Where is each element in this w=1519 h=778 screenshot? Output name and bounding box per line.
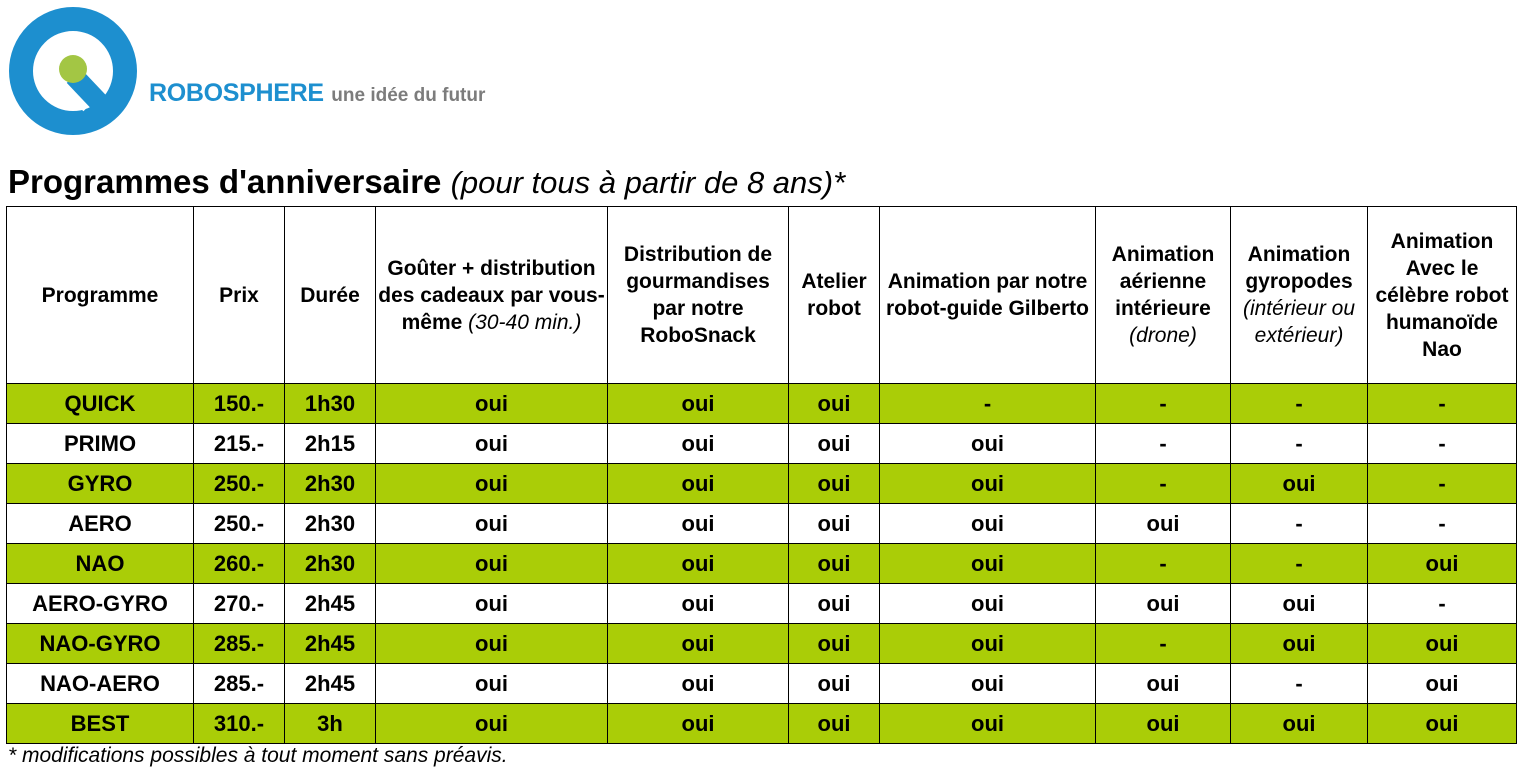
cell-gilberto: oui	[880, 664, 1096, 704]
cell-gouter: oui	[376, 624, 608, 664]
table-row	[7, 464, 1517, 504]
cell-gilberto: oui	[880, 584, 1096, 624]
cell-prix: 150.-	[194, 384, 285, 424]
cell-nao: oui	[1368, 624, 1517, 664]
cell-gilberto: -	[880, 384, 1096, 424]
cell-duree: 3h	[285, 704, 376, 744]
cell-atelier: oui	[789, 424, 880, 464]
cell-atelier: oui	[789, 664, 880, 704]
cell-gilberto: oui	[880, 504, 1096, 544]
cell-gilberto: oui	[880, 704, 1096, 744]
cell-nao: oui	[1368, 664, 1517, 704]
cell-gyropodes: oui	[1231, 584, 1368, 624]
cell-gouter: oui	[376, 664, 608, 704]
cell-gilberto: oui	[880, 624, 1096, 664]
cell-prix: 310.-	[194, 704, 285, 744]
header-distribution: Distribution de gourmandises par notre RoboSnack	[608, 207, 789, 384]
header-programme: Programme	[7, 207, 194, 384]
table-row	[7, 384, 1517, 424]
cell-gyropodes: -	[1231, 384, 1368, 424]
robosphere-logo-icon	[6, 6, 141, 136]
header-nao: Animation Avec le célèbre robot humanoïde Nao	[1368, 207, 1517, 384]
brand-name: ROBOSPHERE	[149, 79, 324, 107]
cell-programme: NAO-GYRO	[7, 624, 194, 664]
cell-nao: -	[1368, 584, 1517, 624]
cell-gyropodes: oui	[1231, 704, 1368, 744]
header-gyropodes: Animation gyropodes (intérieur ou extérieur)	[1231, 207, 1368, 384]
cell-programme: AERO	[7, 504, 194, 544]
cell-gouter: oui	[376, 464, 608, 504]
cell-gouter: oui	[376, 584, 608, 624]
cell-atelier: oui	[789, 384, 880, 424]
cell-aerienne: -	[1096, 464, 1231, 504]
cell-gyropodes: -	[1231, 424, 1368, 464]
cell-programme: BEST	[7, 704, 194, 744]
cell-distribution: oui	[608, 584, 789, 624]
cell-atelier: oui	[789, 704, 880, 744]
header-gouter-hint: (30-40 min.)	[468, 310, 582, 334]
header-gouter: Goûter + distribution des cadeaux par vous-même (30-40 min.)	[376, 207, 608, 384]
cell-nao: -	[1368, 384, 1517, 424]
cell-programme: QUICK	[7, 384, 194, 424]
cell-nao: -	[1368, 504, 1517, 544]
table-row	[7, 704, 1517, 744]
cell-gyropodes: -	[1231, 544, 1368, 584]
cell-distribution: oui	[608, 424, 789, 464]
cell-nao: -	[1368, 424, 1517, 464]
table-body	[7, 384, 1517, 744]
brand	[149, 79, 485, 108]
cell-duree: 2h45	[285, 624, 376, 664]
cell-aerienne: -	[1096, 544, 1231, 584]
cell-gyropodes: oui	[1231, 464, 1368, 504]
cell-distribution: oui	[608, 704, 789, 744]
cell-prix: 285.-	[194, 624, 285, 664]
cell-gyropodes: -	[1231, 664, 1368, 704]
cell-atelier: oui	[789, 544, 880, 584]
cell-aerienne: oui	[1096, 584, 1231, 624]
cell-distribution: oui	[608, 624, 789, 664]
header-gyropodes-hint: (intérieur ou extérieur)	[1242, 297, 1356, 347]
cell-gouter: oui	[376, 424, 608, 464]
header-gilberto: Animation par notre robot-guide Gilberto	[880, 207, 1096, 384]
cell-programme: NAO-AERO	[7, 664, 194, 704]
header-atelier: Atelier robot	[789, 207, 880, 384]
cell-duree: 2h30	[285, 464, 376, 504]
cell-duree: 2h45	[285, 664, 376, 704]
brand-tagline: une idée du futur	[331, 85, 486, 106]
cell-gyropodes: -	[1231, 504, 1368, 544]
cell-gouter: oui	[376, 504, 608, 544]
header-aerienne-hint: (drone)	[1129, 324, 1197, 347]
cell-programme: AERO-GYRO	[7, 584, 194, 624]
cell-aerienne: oui	[1096, 664, 1231, 704]
cell-gouter: oui	[376, 704, 608, 744]
cell-aerienne: oui	[1096, 504, 1231, 544]
page-title	[8, 162, 845, 203]
cell-atelier: oui	[789, 464, 880, 504]
cell-programme: GYRO	[7, 464, 194, 504]
cell-aerienne: -	[1096, 424, 1231, 464]
cell-duree: 2h30	[285, 544, 376, 584]
header-prix: Prix	[194, 207, 285, 384]
cell-prix: 215.-	[194, 424, 285, 464]
table-row	[7, 664, 1517, 704]
page-title-main: Programmes d'anniversaire	[8, 163, 442, 200]
cell-gouter: oui	[376, 544, 608, 584]
cell-prix: 285.-	[194, 664, 285, 704]
header-duree: Durée	[285, 207, 376, 384]
cell-prix: 250.-	[194, 464, 285, 504]
cell-distribution: oui	[608, 384, 789, 424]
cell-duree: 1h30	[285, 384, 376, 424]
programs-table	[6, 206, 1517, 744]
cell-programme: PRIMO	[7, 424, 194, 464]
cell-nao: oui	[1368, 544, 1517, 584]
cell-prix: 270.-	[194, 584, 285, 624]
page-title-subtitle: (pour tous à partir de 8 ans)*	[450, 165, 846, 200]
table-row	[7, 544, 1517, 584]
cell-prix: 250.-	[194, 504, 285, 544]
cell-duree: 2h45	[285, 584, 376, 624]
footnote: * modifications possibles à tout moment sans préavis.	[8, 744, 508, 767]
cell-atelier: oui	[789, 504, 880, 544]
table-header-row	[7, 207, 1517, 384]
cell-gilberto: oui	[880, 544, 1096, 584]
cell-gilberto: oui	[880, 464, 1096, 504]
cell-distribution: oui	[608, 544, 789, 584]
cell-aerienne: -	[1096, 384, 1231, 424]
cell-gyropodes: oui	[1231, 624, 1368, 664]
cell-gilberto: oui	[880, 424, 1096, 464]
cell-programme: NAO	[7, 544, 194, 584]
table-row	[7, 624, 1517, 664]
cell-distribution: oui	[608, 464, 789, 504]
table-row	[7, 424, 1517, 464]
cell-prix: 260.-	[194, 544, 285, 584]
header-aerienne: Animation aérienne intérieure (drone)	[1096, 207, 1231, 384]
cell-nao: oui	[1368, 704, 1517, 744]
cell-nao: -	[1368, 464, 1517, 504]
cell-distribution: oui	[608, 664, 789, 704]
cell-atelier: oui	[789, 624, 880, 664]
cell-gouter: oui	[376, 384, 608, 424]
table-row	[7, 504, 1517, 544]
cell-aerienne: oui	[1096, 704, 1231, 744]
cell-aerienne: -	[1096, 624, 1231, 664]
cell-duree: 2h15	[285, 424, 376, 464]
cell-atelier: oui	[789, 584, 880, 624]
cell-duree: 2h30	[285, 504, 376, 544]
cell-distribution: oui	[608, 504, 789, 544]
table-row	[7, 584, 1517, 624]
